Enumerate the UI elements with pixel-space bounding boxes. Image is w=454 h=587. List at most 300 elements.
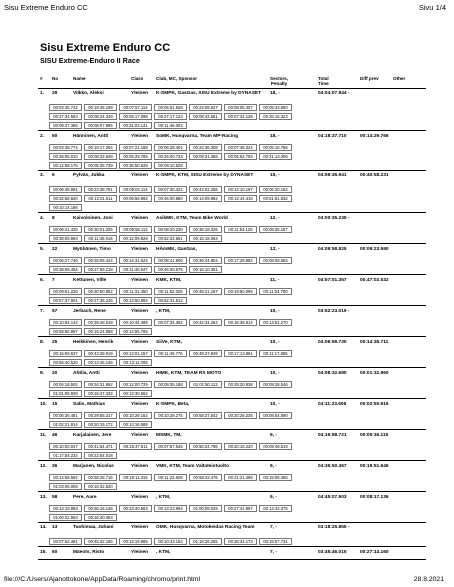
result-row-main: [38, 430, 426, 442]
rider-total-time: 04:59:35.941: [318, 173, 347, 178]
result-row: [38, 213, 426, 244]
rider-club: K-SMPK, KTM, SISU Extreme by DYNASET: [156, 173, 254, 178]
results-table: [38, 73, 426, 560]
result-row-main: [38, 244, 426, 256]
split-time-cell: 00:14:31.624: [119, 257, 152, 264]
rider-number: 13: [52, 525, 58, 530]
col-sectors: Sectors, Penalty: [270, 76, 289, 86]
rider-total-time: 04:36:50.367: [318, 464, 347, 469]
result-row-main: [38, 492, 426, 504]
result-row: [38, 131, 426, 171]
col-no: No: [52, 76, 59, 81]
rider-club: K-SMPK, Beta,: [156, 402, 190, 407]
split-time-cell: 00:13:33.375: [259, 505, 292, 512]
result-row: [38, 547, 426, 560]
split-time-cell: 00:15:18.063: [189, 235, 222, 242]
result-row: [38, 171, 426, 213]
split-time-cell: 00:14:09.982: [189, 195, 222, 202]
rider-number: 7: [52, 278, 55, 283]
split-time-cell: 00:38:59.454: [49, 266, 82, 273]
col-class: Class: [131, 76, 144, 81]
rider-class: Yleinen: [131, 216, 149, 221]
split-time-cell: 00:08:24.349: [84, 113, 117, 120]
split-time-cell: 00:05:17.098: [119, 113, 152, 120]
split-times-line: [49, 203, 426, 212]
rider-number: 58: [52, 495, 58, 500]
split-time-cell: 00:27:41.997: [224, 505, 257, 512]
split-times-line: [49, 103, 426, 112]
split-time-cell: 00:31:03.141: [119, 122, 152, 129]
col-other: Other: [393, 76, 406, 81]
split-time-cell: 00:32:58.620: [49, 195, 82, 202]
rider-name: Tuohimaa, Juhani: [73, 525, 114, 530]
split-time-cell: 00:42:52.256: [189, 186, 222, 193]
split-time-cell: 00:09:04.114: [119, 186, 152, 193]
result-row: [38, 399, 426, 430]
split-time-cell: 00:15:57.731: [259, 538, 292, 545]
split-time-cell: 00:52:22.651: [154, 235, 187, 242]
split-time-cell: 00:19:50.095: [224, 288, 257, 295]
result-row-main: [38, 306, 426, 318]
rider-position: 5.: [40, 247, 45, 252]
col-pos: #: [40, 76, 43, 81]
result-row-main: [38, 131, 426, 143]
rider-number: 29: [52, 91, 58, 96]
rider-total-time: 03:52:23.019 -: [318, 309, 350, 314]
split-time-cell: 01:00:08.029: [189, 505, 222, 512]
rider-total-time: 03:45:46.015: [318, 550, 347, 555]
rider-position: 2.: [40, 134, 45, 139]
rider-diff-prev: 00:02:50.916: [360, 402, 389, 407]
split-time-cell: 00:25:20.838: [224, 381, 257, 388]
rider-club: HÄmMK, GasGas,: [156, 247, 197, 252]
rider-total-time: 04:16:58.721: [318, 433, 347, 438]
split-time-cell: 00:42:34.284: [189, 319, 222, 326]
rider-number: 60: [52, 550, 58, 555]
split-time-cell: 00:07:30.422: [154, 186, 187, 193]
split-time-cell: 00:11:46.003: [154, 122, 187, 129]
split-time-cell: 00:45:21.187: [189, 288, 222, 295]
split-time-cell: 00:14:55.765: [119, 328, 152, 335]
split-time-cell: 00:36:44.804: [189, 257, 222, 264]
rider-sectors: 9, -: [270, 495, 277, 500]
split-time-cell: 00:58:56.897: [49, 328, 82, 335]
split-time-cell: 00:16:10.361: [189, 266, 222, 273]
rider-class: Yleinen: [131, 550, 149, 555]
rider-diff-prev: 00:19:51.646: [360, 464, 389, 469]
split-time-cell: 00:10:29.152: [119, 412, 152, 419]
split-time-cell: 00:10:28.275: [154, 412, 187, 419]
split-time-cell: 00:05:29.765: [119, 153, 152, 160]
rider-total-time: 04:09:58.825: [318, 247, 347, 252]
split-time-cell: 00:09:49.619: [259, 443, 292, 450]
result-row-main: [38, 547, 426, 559]
split-time-cell: 00:16:32.520: [84, 483, 117, 490]
rider-class: Yleinen: [131, 340, 149, 345]
split-time-cell: 00:08:42.551: [189, 113, 222, 120]
rider-position: 14.: [40, 525, 47, 530]
split-time-cell: 01:01:08.928: [49, 390, 82, 397]
split-times: [38, 185, 426, 212]
rider-position: 9.: [40, 371, 45, 376]
rider-name: Myöhänen, Timo: [73, 247, 111, 252]
split-times-line: [49, 504, 426, 513]
result-row-main: [38, 399, 426, 411]
rider-sectors: 10, -: [270, 402, 280, 407]
rider-class: Yleinen: [131, 464, 149, 469]
split-time-cell: 00:10:54.142: [49, 319, 82, 326]
table-header: [38, 73, 426, 89]
split-time-cell: 00:13:50.884: [119, 297, 152, 304]
split-time-cell: 00:07:52.461: [49, 538, 82, 545]
split-time-cell: 00:11:48.016: [84, 235, 117, 242]
split-times: [38, 287, 426, 305]
split-times-line: [49, 318, 426, 327]
split-time-cell: 00:36:18.326: [189, 226, 222, 233]
split-times: [38, 537, 426, 546]
col-total: Total Time: [318, 76, 329, 86]
result-row: [38, 430, 426, 461]
rider-position: 15.: [40, 550, 47, 555]
split-times-line: [49, 234, 426, 243]
rider-total-time: 04:08:32.690: [318, 371, 347, 376]
rider-class: Yleinen: [131, 91, 149, 96]
split-time-cell: 00:09:51.226: [49, 288, 82, 295]
split-time-cell: 00:13:11.008: [119, 359, 152, 366]
split-time-cell: 00:39:48.518: [84, 319, 117, 326]
rider-class: Yleinen: [131, 495, 149, 500]
split-time-cell: 00:20:16.220: [224, 443, 257, 450]
split-times-line: [49, 143, 426, 152]
split-time-cell: 00:14:51.270: [259, 319, 292, 326]
result-row: [38, 306, 426, 337]
split-time-cell: 00:10:14.186: [49, 204, 82, 211]
rider-name: Ahtila, Antti: [73, 371, 100, 376]
rider-sectors: 10, -: [270, 309, 280, 314]
rider-total-time: 04:06:59.730: [318, 340, 347, 345]
split-time-cell: 00:12:44.415: [224, 195, 257, 202]
split-time-cell: 00:11:22.828: [154, 474, 187, 481]
split-time-cell: 00:08:54.590: [259, 412, 292, 419]
rider-sectors: 12, -: [270, 216, 280, 221]
split-times: [38, 318, 426, 336]
rider-total-time: 04:11:23.606: [318, 402, 347, 407]
split-time-cell: 00:08:20.230: [154, 226, 187, 233]
split-time-cell: 01:00:22.953: [49, 514, 82, 521]
split-time-cell: 00:26:34.173: [224, 538, 257, 545]
split-time-cell: 00:07:57.114: [119, 104, 152, 111]
split-time-cell: 00:13:01.157: [119, 350, 152, 357]
split-time-cell: 00:56:16.136: [84, 505, 117, 512]
rider-class: Yleinen: [131, 525, 149, 530]
rider-sectors: 11, -: [270, 278, 280, 283]
split-time-cell: 00:06:36.481: [49, 412, 82, 419]
rider-diff-prev: 00:05:35.115: [360, 433, 389, 438]
split-time-cell: 00:58:28.716: [84, 474, 117, 481]
split-time-cell: 01:03:06.008: [49, 483, 82, 490]
split-time-cell: 00:07:34.126: [224, 113, 257, 120]
split-time-cell: 00:04:18.502: [49, 381, 82, 388]
split-time-cell: 00:46:00.575: [154, 266, 187, 273]
split-time-cell: 00:09:47.385: [49, 122, 82, 129]
rider-diff-prev: 00:47:02.532: [360, 278, 389, 283]
rider-number: 15: [52, 402, 58, 407]
split-time-cell: 00:21:21.456: [224, 474, 257, 481]
split-times-line: [49, 225, 426, 234]
split-time-cell: 00:03:48.774: [49, 144, 82, 151]
rider-diff-prev: 00:40:58.231: [360, 173, 389, 178]
split-time-cell: 00:10:44.499: [119, 319, 152, 326]
split-time-cell: 00:17:28.982: [224, 257, 257, 264]
split-time-cell: 00:08:05.407: [224, 104, 257, 111]
split-time-cell: 01:18:26.265: [189, 538, 222, 545]
rider-total-time: 04:00:35.235 -: [318, 216, 350, 221]
split-time-cell: 00:34:31.952: [84, 381, 117, 388]
split-times-line: [49, 380, 426, 389]
rider-position: 12.: [40, 464, 47, 469]
rider-name: Pylväs, Jukka: [73, 173, 105, 178]
rider-sectors: 18, -: [270, 91, 280, 96]
page-title: Sisu Extreme Enduro CC: [40, 42, 171, 54]
split-time-cell: 00:15:47.811: [119, 443, 152, 450]
split-time-cell: 00:09:35.188: [154, 381, 187, 388]
split-times-line: [49, 358, 426, 367]
rider-name: Heikkinen, Henrik: [73, 340, 114, 345]
rider-name: Marjanen, Nicolas: [73, 464, 114, 469]
split-time-cell: 00:24:36.308: [189, 144, 222, 151]
rider-club: HIMK, KTM, TEAM RX MOTO: [156, 371, 222, 376]
result-row-main: [38, 213, 426, 225]
split-times-line: [49, 296, 426, 305]
rider-club: K-SMPK, GasGas, SISU Extreme by DYNASET: [156, 91, 262, 96]
split-times-line: [49, 287, 426, 296]
rider-position: 3.: [40, 173, 45, 178]
result-row-main: [38, 368, 426, 380]
rider-sectors: 18, -: [270, 134, 280, 139]
split-time-cell: 00:20:26.235: [224, 412, 257, 419]
split-time-cell: 00:13:46.146: [84, 359, 117, 366]
split-time-cell: 00:06:41.425: [49, 226, 82, 233]
rider-number: 8: [52, 216, 55, 221]
rider-name: Karjalainen, Jere: [73, 433, 112, 438]
rider-name: Salin, Mathias: [73, 402, 105, 407]
rider-position: 6.: [40, 278, 45, 283]
split-times-line: [49, 112, 426, 121]
rider-total-time: 04:57:01.357: [318, 278, 347, 283]
split-time-cell: 00:58:42.476: [189, 474, 222, 481]
split-time-cell: 00:05:43.650: [259, 104, 292, 111]
split-times-line: [49, 420, 426, 429]
rider-club: , KTM,: [156, 550, 171, 555]
split-time-cell: 00:12:01.611: [84, 195, 117, 202]
split-time-cell: 00:26:15.323: [259, 113, 292, 120]
split-time-cell: 00:29:55.317: [84, 412, 117, 419]
split-time-cell: 00:13:19.885: [119, 538, 152, 545]
col-diff: Diff prev: [360, 76, 379, 81]
split-times-line: [49, 482, 426, 491]
rider-number: 20: [52, 371, 58, 376]
split-time-cell: 00:45:32.186: [84, 538, 117, 545]
page-subtitle: SISU Extreme-Enduro II Race: [40, 56, 140, 65]
split-time-cell: 00:24:08.627: [189, 104, 222, 111]
split-time-cell: 01:02:21.914: [49, 421, 82, 428]
rider-number: 57: [52, 309, 58, 314]
rider-club: KMK, KTM,: [156, 278, 182, 283]
split-time-cell: 01:01:50.113: [189, 381, 222, 388]
rider-position: 10.: [40, 402, 47, 407]
split-times-line: [49, 442, 426, 451]
split-times: [38, 143, 426, 170]
rider-sectors: 10, -: [270, 371, 280, 376]
rider-club: OMK, Husqvarna, Motokeidas Racing Team: [156, 525, 255, 530]
split-time-cell: 00:11:49.776: [154, 350, 187, 357]
split-time-cell: 00:23:40.563: [119, 505, 152, 512]
split-time-cell: 00:06:07.895: [84, 122, 117, 129]
result-row-main: [38, 275, 426, 287]
split-times: [38, 256, 426, 274]
split-time-cell: 00:17:13.861: [224, 350, 257, 357]
split-time-cell: 00:07:48.324: [224, 144, 257, 151]
split-times-line: [49, 265, 426, 274]
split-time-cell: 00:13:23.994: [154, 505, 187, 512]
result-row: [38, 523, 426, 547]
split-times-line: [49, 411, 426, 420]
browser-footer-path: file:///C:/Users/Ajanottokone/AppData/Roaming/chromo/print.html: [4, 576, 201, 583]
split-time-cell: 00:11:31.450: [119, 288, 152, 295]
rider-club: , KTM,: [156, 495, 171, 500]
split-time-cell: 00:13:16.588: [119, 421, 152, 428]
split-time-cell: 00:51:51.632: [259, 195, 292, 202]
result-row: [38, 89, 426, 131]
rider-name: Pere, Aare: [73, 495, 97, 500]
split-times: [38, 349, 426, 367]
rider-club: VMK, KTM, Team Valtateiotuolto: [156, 464, 229, 469]
rider-class: Yleinen: [131, 278, 149, 283]
split-times: [38, 442, 426, 460]
split-time-cell: 00:28:05.010: [49, 153, 82, 160]
rider-sectors: 9, -: [270, 433, 277, 438]
split-time-cell: 00:27:36.245: [84, 297, 117, 304]
split-time-cell: 00:06:48.891: [49, 186, 82, 193]
rider-class: Yleinen: [131, 173, 149, 178]
split-time-cell: 00:56:40.520: [49, 359, 82, 366]
rider-position: 4.: [40, 216, 45, 221]
result-row: [38, 337, 426, 368]
split-time-cell: 00:16:36.814: [224, 319, 257, 326]
split-time-cell: 00:11:04.700: [259, 288, 292, 295]
split-time-cell: 00:19:11.315: [119, 474, 152, 481]
rider-total-time: 04:45:07.503: [318, 495, 347, 500]
split-time-cell: 00:49:27.949: [189, 350, 222, 357]
split-time-cell: 00:58:37.542: [189, 412, 222, 419]
split-time-cell: 00:50:24.796: [189, 443, 222, 450]
split-time-cell: 00:13:19.983: [49, 505, 82, 512]
result-row: [38, 368, 426, 399]
split-time-cell: 00:14:58.562: [49, 474, 82, 481]
split-times-line: [49, 537, 426, 546]
split-times: [38, 225, 426, 243]
rider-position: 1.: [40, 91, 45, 96]
result-row-main: [38, 89, 426, 103]
split-time-cell: 00:15:24.868: [84, 328, 117, 335]
browser-page-number: Sivu 1/4: [418, 3, 446, 12]
rider-diff-prev: 00:14:36.711: [360, 340, 389, 345]
split-time-cell: 00:05:16.766: [259, 144, 292, 151]
split-time-cell: 00:41:54.471: [84, 443, 117, 450]
rider-name: Kettunen, Ville: [73, 278, 107, 283]
rider-position: 8.: [40, 340, 45, 345]
rider-diff-prev: 00:14:29.766: [360, 134, 389, 139]
split-times-line: [49, 185, 426, 194]
split-time-cell: 00:11:54.126: [224, 226, 257, 233]
rider-number: 6: [52, 173, 55, 178]
split-time-cell: 00:43:28.919: [84, 350, 117, 357]
split-time-cell: 00:10:00.047: [49, 443, 82, 450]
split-time-cell: 00:19:17.264: [84, 144, 117, 151]
split-time-cell: 00:05:35.739: [84, 162, 117, 169]
split-time-cell: 00:11:52.025: [154, 288, 187, 295]
split-time-cell: 00:17:59.218: [84, 266, 117, 273]
split-time-cell: 00:15:06.455: [259, 474, 292, 481]
result-row: [38, 461, 426, 492]
split-times-line: [49, 152, 426, 161]
split-time-cell: 00:20:15.172: [84, 421, 117, 428]
split-time-cell: 00:11:40.647: [119, 266, 152, 273]
split-times: [38, 380, 426, 398]
split-time-cell: 00:12:58.176: [49, 162, 82, 169]
result-row: [38, 275, 426, 306]
split-time-cell: 00:07:21.188: [119, 144, 152, 151]
split-time-cell: 00:30:50.852: [84, 288, 117, 295]
split-times-line: [49, 256, 426, 265]
rider-diff-prev: 00:01:32.960: [360, 371, 389, 376]
split-time-cell: 00:03:45.742: [49, 104, 82, 111]
rider-number: 50: [52, 134, 58, 139]
split-time-cell: 00:12:09.828: [119, 235, 152, 242]
browser-header-title: Sisu Extreme Enduro CC: [4, 3, 88, 12]
split-time-cell: 00:36:50.628: [119, 162, 152, 169]
rider-club: SoMK, Husqvarna, Team MP-Racing: [156, 134, 239, 139]
split-time-cell: 00:18:46.199: [84, 104, 117, 111]
rider-total-time: 04:18:37.710: [318, 134, 347, 139]
rider-club: , KTM,: [156, 309, 171, 314]
rider-sectors: 7, -: [270, 550, 277, 555]
split-time-cell: 00:16:40.453: [84, 514, 117, 521]
col-club: Club, MC, Sponsor: [156, 76, 198, 81]
split-time-cell: 00:08:41.606: [154, 257, 187, 264]
split-time-cell: 00:05:51.628: [154, 104, 187, 111]
rider-total-time: 03:18:25.855 -: [318, 525, 350, 530]
split-time-cell: 00:09:31.368: [189, 153, 222, 160]
result-row-main: [38, 171, 426, 185]
split-time-cell: 00:45:00.880: [154, 195, 187, 202]
rider-sectors: 15, -: [270, 173, 280, 178]
split-times-line: [49, 161, 426, 170]
result-row-main: [38, 337, 426, 349]
rider-name: Vilkko, Aleksi: [73, 91, 104, 96]
split-times: [38, 473, 426, 491]
split-time-cell: 00:13:30.562: [119, 390, 152, 397]
rider-diff-prev: 00:09:23.590: [360, 247, 389, 252]
split-time-cell: 00:09:58.992: [119, 195, 152, 202]
browser-footer-date: 28.8.2021: [413, 576, 444, 583]
rider-sectors: 10, -: [270, 340, 280, 345]
split-time-cell: 00:25:00.733: [154, 153, 187, 160]
split-time-cell: 00:16:47.332: [84, 390, 117, 397]
result-row-main: [38, 461, 426, 473]
rider-name: Mäeots, Risto: [73, 550, 105, 555]
split-times-line: [49, 327, 426, 336]
